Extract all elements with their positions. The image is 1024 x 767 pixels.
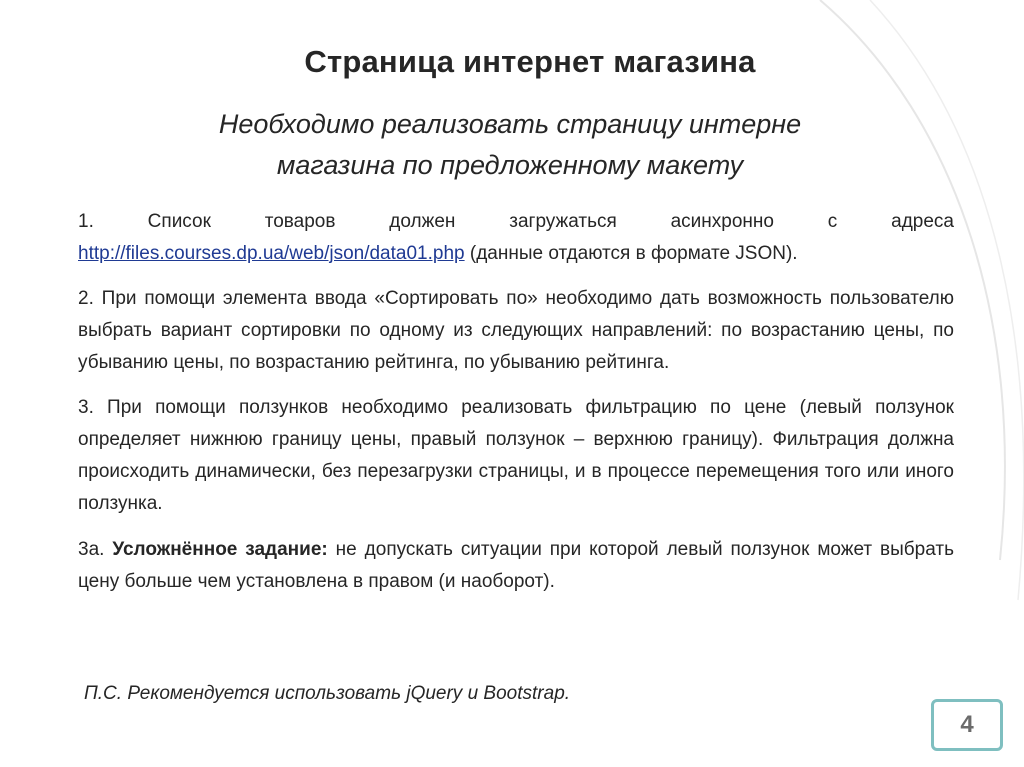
task-list bbox=[78, 206, 954, 598]
page-number-badge bbox=[931, 699, 1003, 751]
page-number: 4 bbox=[960, 711, 974, 738]
postscript-note: П.С. Рекомендуется использовать jQuery и Bootstrap. bbox=[84, 683, 571, 704]
task-item-3a-text: не допускать ситуации при которой левый ползунок может выбрать цену больше чем установлена в правом (и наоборот). bbox=[78, 539, 954, 592]
slide-title: Страница интернет магазина bbox=[304, 44, 756, 79]
task-item-3: 3. При помощи ползунков необходимо реализовать фильтрацию по цене (левый ползунок определяет нижнюю границу цены, правый ползунок – верхнюю границу). Фильтрация должна происходить динамически, без перезагрузки страницы, и в процессе перемещения того или иного ползунка. bbox=[78, 397, 954, 514]
task-item-3a-prefix: 3а. bbox=[78, 539, 113, 560]
task-item-2: 2. При помощи элемента ввода «Сортировать по» необходимо дать возможность пользователю выбрать вариант сортировки по одному из следующих направлений: по возрастанию цены, по убыванию цены, по возрастанию рейтинга, по убыванию рейтинга. bbox=[78, 288, 954, 373]
subtitle-line-1: Необходимо реализовать страницу интерне bbox=[218, 109, 802, 139]
task-item-1-text-after: (данные отдаются в формате JSON). bbox=[464, 243, 798, 264]
task-item-1-text-before: 1. Список товаров должен загружаться асинхронно с адреса bbox=[78, 211, 954, 232]
task-item-3a-bold-label: Усложнённое задание: bbox=[112, 539, 328, 560]
json-data-link[interactable]: http://files.courses.dp.ua/web/json/data01.php bbox=[78, 243, 465, 264]
subtitle-line-2: магазина по предложенному макету bbox=[276, 150, 744, 180]
task-item-3a bbox=[78, 534, 954, 598]
task-item-1 bbox=[78, 206, 954, 270]
slide-subtitle bbox=[150, 104, 870, 186]
